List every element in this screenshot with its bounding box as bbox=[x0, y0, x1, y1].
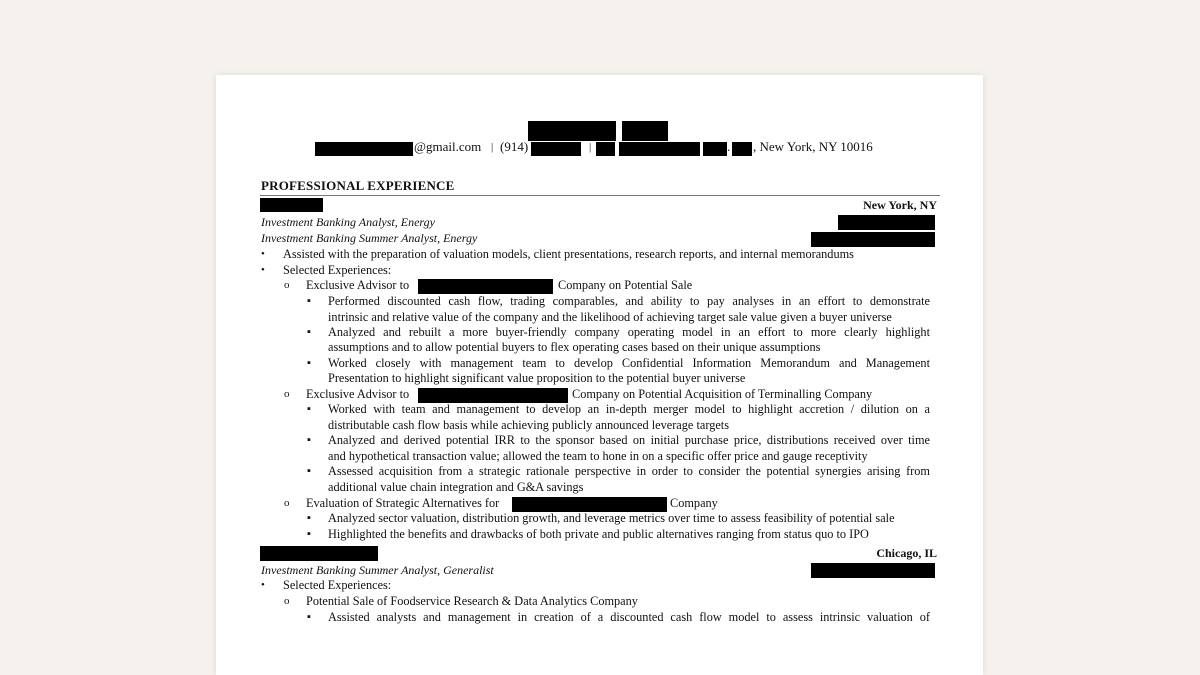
separator: | bbox=[491, 141, 494, 153]
client-redaction bbox=[418, 279, 553, 294]
section-title: PROFESSIONAL EXPERIENCE bbox=[261, 178, 455, 193]
square-bullet: ▪ bbox=[307, 512, 311, 524]
job2-title: Investment Banking Summer Analyst, Generalist bbox=[261, 563, 494, 577]
detail-text: additional value chain integration and G&A savings bbox=[328, 480, 584, 494]
client-redaction bbox=[418, 388, 568, 403]
detail-text: and hypothetical transaction value; allowed the team to hone in on a specific offer price and gauge receptivity bbox=[328, 449, 868, 463]
detail-text: Highlighted the benefits and drawbacks of both private and public alternatives ranging from status quo to IPO bbox=[328, 527, 869, 541]
square-bullet: ▪ bbox=[307, 611, 311, 623]
detail-text: Worked closely with management team to develop Confidential Information Memorandum and Management bbox=[328, 356, 930, 370]
date-redaction bbox=[811, 563, 935, 578]
detail-text: assumptions and to allow potential buyers to flex operating cases based on their unique assumptions bbox=[328, 340, 821, 354]
deal-prefix: Exclusive Advisor to bbox=[306, 278, 410, 292]
detail-text: distributable cash flow basis while achieving publicly announced leverage targets bbox=[328, 418, 730, 432]
email-suffix: @gmail.com bbox=[414, 139, 482, 154]
bullet-text: Assisted with the preparation of valuation models, client presentations, research reports, and internal memorandums bbox=[283, 247, 854, 261]
job1-location: New York, NY bbox=[863, 198, 937, 212]
square-bullet: ▪ bbox=[307, 465, 311, 477]
client-redaction bbox=[512, 497, 667, 512]
bullet-text: Selected Experiences: bbox=[283, 578, 392, 592]
address-redaction bbox=[596, 142, 615, 156]
employer-redaction bbox=[260, 198, 323, 212]
deal-prefix: Potential Sale of Foodservice Research & Data Analytics Company bbox=[306, 594, 638, 608]
job2-location: Chicago, IL bbox=[876, 546, 937, 560]
deal-suffix: Company on Potential Acquisition of Terminalling Company bbox=[572, 387, 873, 401]
name-redaction bbox=[528, 121, 616, 141]
detail-text: Analyzed and derived potential IRR to the sponsor based on initial purchase price, distributions received over time bbox=[328, 433, 930, 447]
detail-text: Assessed acquisition from a strategic rationale perspective in order to consider the potential synergies arising from bbox=[328, 464, 930, 478]
date-redaction bbox=[838, 215, 935, 230]
detail-text: Worked with team and management to develop an in-depth merger model to highlight accretion / dilution on a bbox=[328, 402, 930, 416]
square-bullet: ▪ bbox=[307, 434, 311, 446]
detail-text: intrinsic and relative value of the company and the likelihood of achieving target sale value given a buyer universe bbox=[328, 310, 892, 324]
employer-redaction bbox=[260, 546, 378, 561]
sub-bullet: o bbox=[284, 595, 290, 607]
deal-prefix: Exclusive Advisor to bbox=[306, 387, 410, 401]
detail-text: Analyzed sector valuation, distribution growth, and leverage metrics over time to assess feasibility of potential sale bbox=[328, 511, 895, 525]
section-divider bbox=[260, 195, 940, 196]
sub-bullet: o bbox=[284, 279, 290, 291]
email-redaction bbox=[315, 142, 413, 156]
square-bullet: ▪ bbox=[307, 403, 311, 415]
address-redaction bbox=[619, 142, 700, 156]
sub-bullet: o bbox=[284, 497, 290, 509]
square-bullet: ▪ bbox=[307, 326, 311, 338]
address-redaction bbox=[732, 142, 752, 156]
bullet-text: Selected Experiences: bbox=[283, 263, 392, 277]
square-bullet: ▪ bbox=[307, 295, 311, 307]
deal-suffix: Company on Potential Sale bbox=[558, 278, 693, 292]
date-redaction bbox=[811, 232, 935, 247]
resume-page bbox=[216, 75, 983, 675]
separator: | bbox=[589, 141, 592, 153]
detail-text: Assisted analysts and management in creation of a discounted cash flow model to assess intrinsic valuation of bbox=[328, 610, 930, 624]
square-bullet: ▪ bbox=[307, 357, 311, 369]
detail-text: Analyzed and rebuilt a more buyer-friendly company operating model in an effort to more clearly highlight bbox=[328, 325, 930, 339]
sub-bullet: o bbox=[284, 388, 290, 400]
address-redaction bbox=[703, 142, 727, 156]
detail-text: Presentation to highlight significant value proposition to the potential buyer universe bbox=[328, 371, 746, 385]
bullet: • bbox=[261, 579, 265, 591]
phone-redaction bbox=[531, 142, 581, 156]
address-dot: . bbox=[727, 139, 731, 154]
bullet: • bbox=[261, 248, 265, 260]
job1-title: Investment Banking Analyst, Energy bbox=[261, 215, 435, 229]
address-city: , New York, NY 10016 bbox=[753, 139, 873, 154]
detail-text: Performed discounted cash flow, trading comparables, and ability to pay analyses in an effort to demonstrate bbox=[328, 294, 930, 308]
job1-title: Investment Banking Summer Analyst, Energy bbox=[261, 231, 478, 245]
deal-suffix: Company bbox=[670, 496, 718, 510]
bullet: • bbox=[261, 264, 265, 276]
phone-prefix: (914) bbox=[500, 139, 529, 154]
name-redaction bbox=[622, 121, 668, 141]
deal-prefix: Evaluation of Strategic Alternatives for bbox=[306, 496, 500, 510]
square-bullet: ▪ bbox=[307, 528, 311, 540]
